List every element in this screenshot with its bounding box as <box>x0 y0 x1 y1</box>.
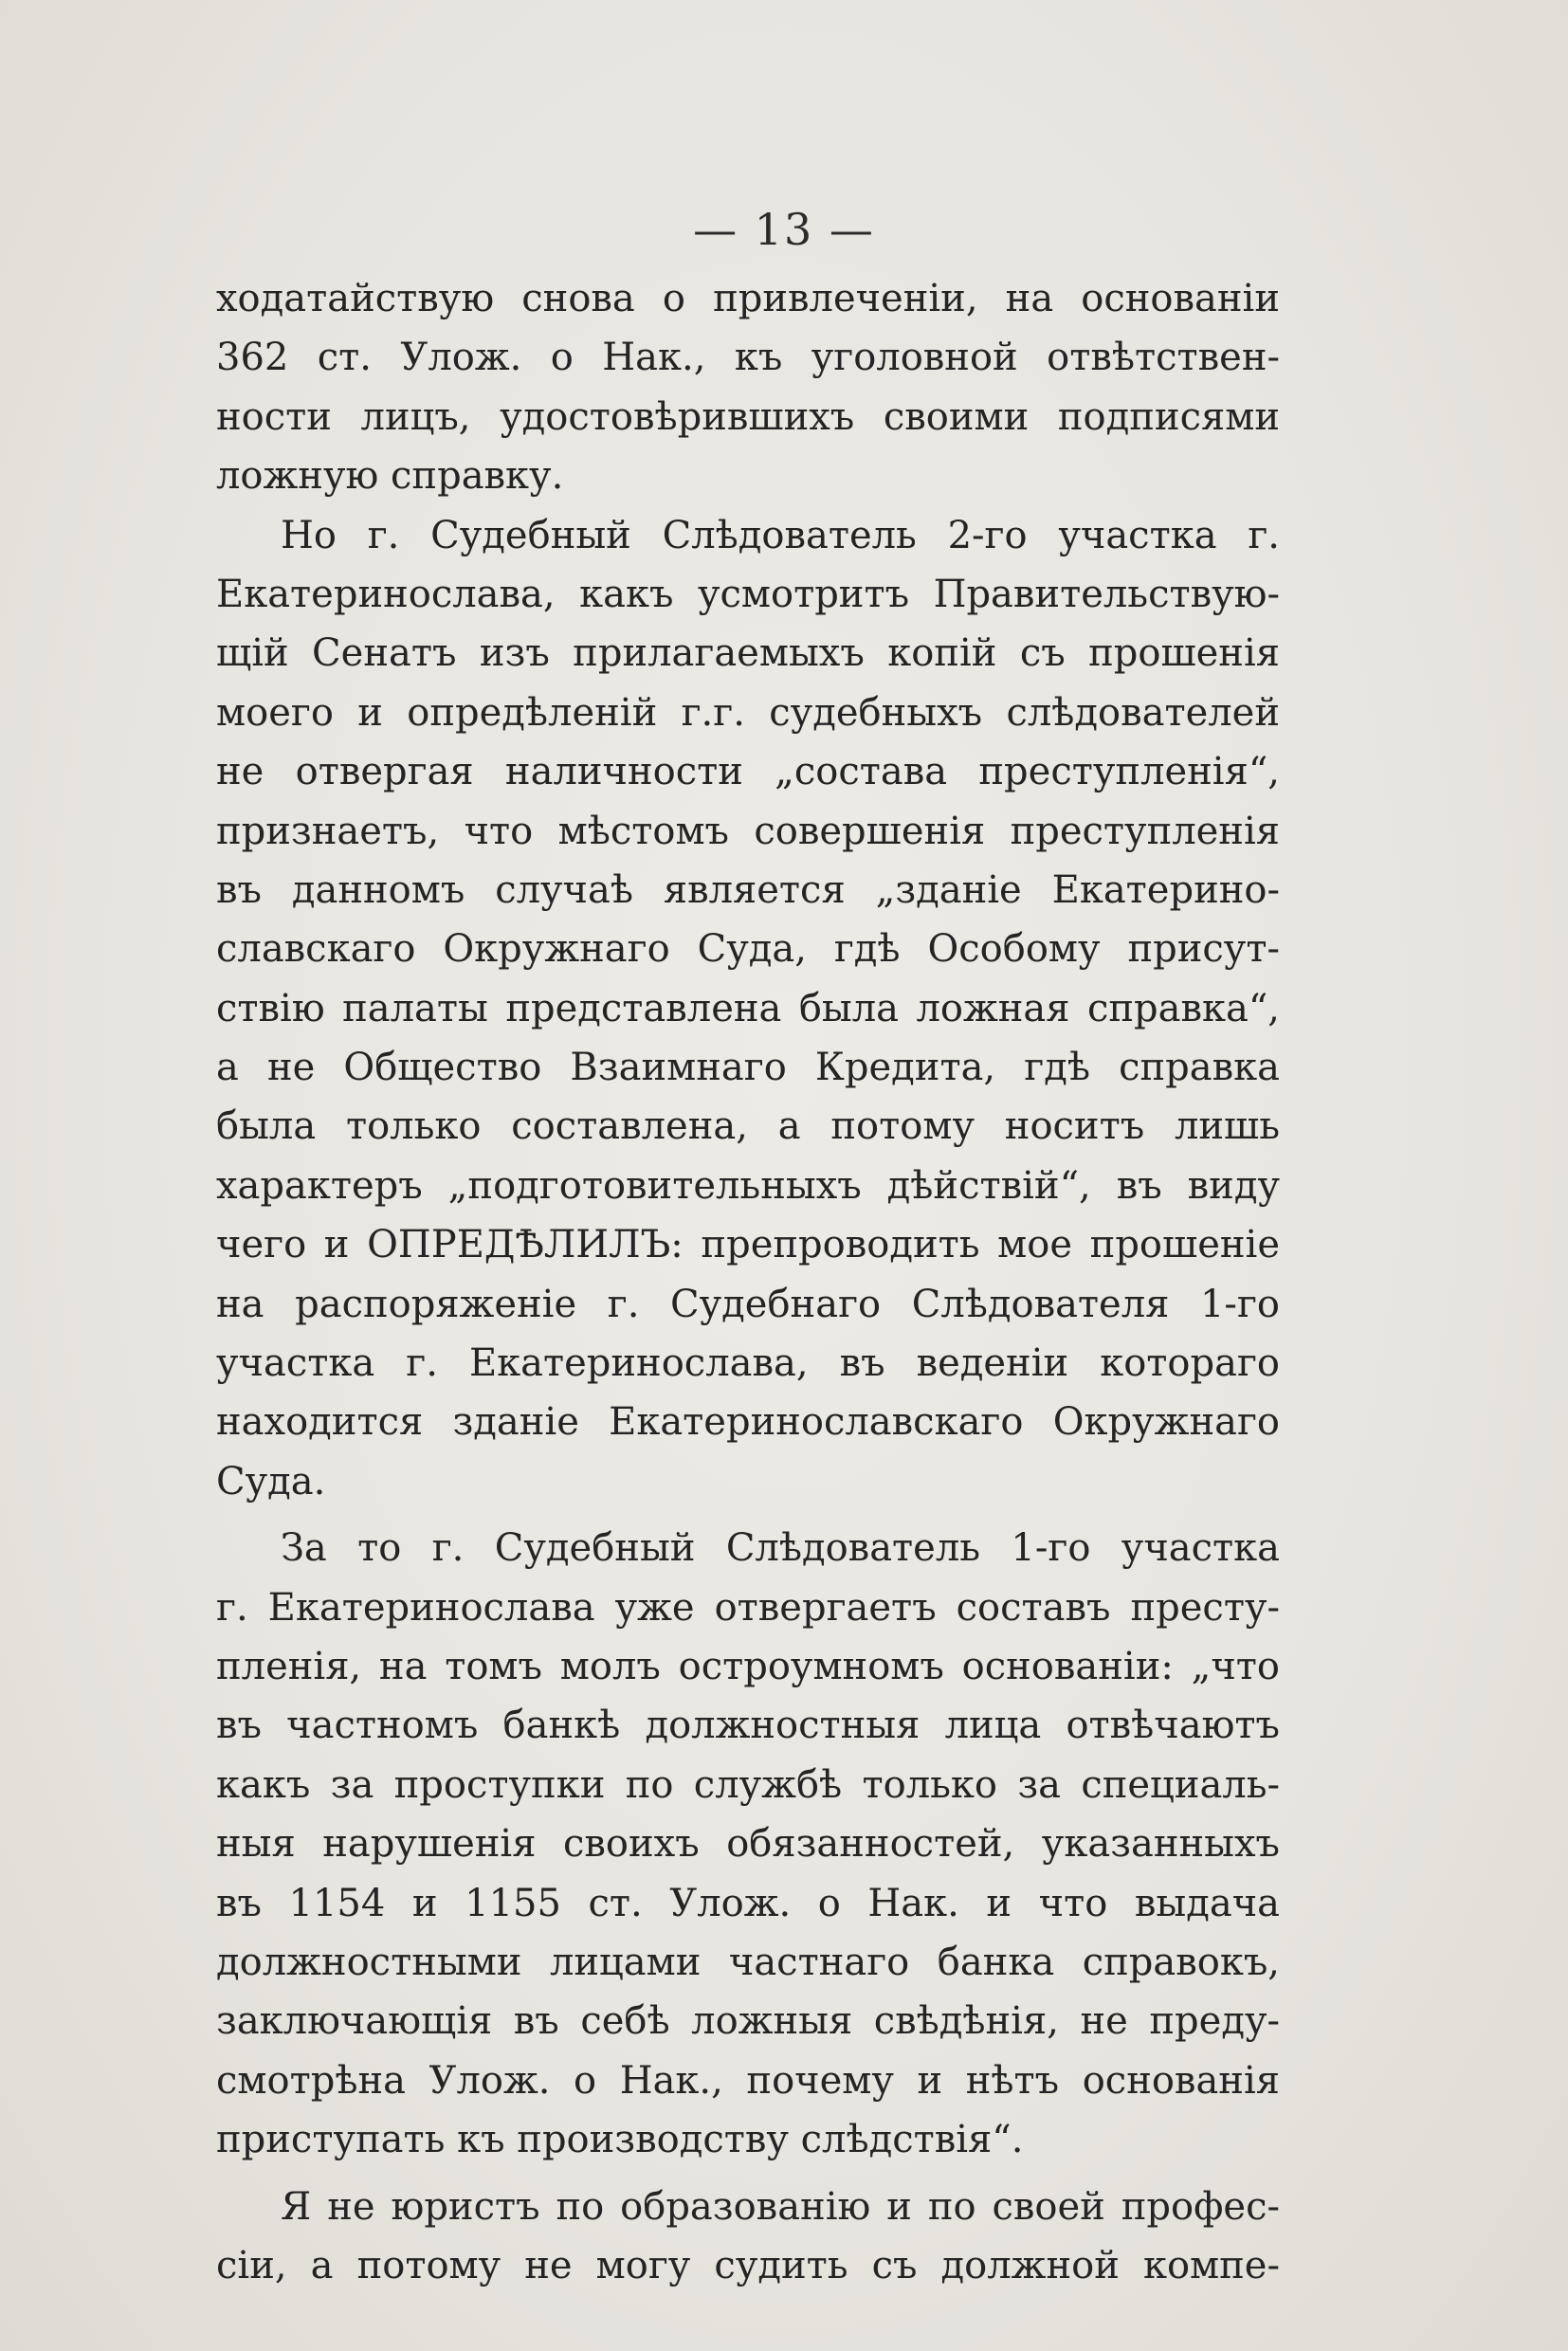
body-text <box>216 269 1280 2295</box>
text-line: За то г. Судебный Слѣдователь 1-го участка <box>281 1526 1280 1571</box>
text-line: находится зданіе Екатеринославскаго Окружнаго <box>216 1400 1280 1445</box>
text-line: ствію палаты представлена была ложная справка“, <box>216 986 1280 1030</box>
text-line: ныя нарушенія своихъ обязанностей, указанныхъ <box>216 1822 1280 1867</box>
text-line: Екатеринослава, какъ усмотритъ Правительствую- <box>216 572 1280 616</box>
text-line: ложную справку. <box>216 454 564 499</box>
text-line: пленія, на томъ молъ остроумномъ основаніи: „что <box>216 1644 1280 1688</box>
paragraph-4 <box>216 2178 1280 2296</box>
text-line: моего и опредѣленій г.г. судебныхъ слѣдователей <box>216 690 1280 735</box>
text-line: заключающія въ себѣ ложныя свѣдѣнія, не преду- <box>216 1999 1280 2044</box>
paragraph-1 <box>216 269 1280 506</box>
text-line: участка г. Екатеринослава, въ веденіи котораго <box>216 1341 1280 1386</box>
paragraph-2 <box>216 506 1280 1512</box>
text-line: какъ за проступки по службѣ только за специаль- <box>216 1762 1280 1807</box>
text-line: сіи, а потому не могу судить съ должной компе- <box>216 2243 1280 2287</box>
text-line: Я не юристъ по образованію и по своей профес- <box>281 2184 1280 2229</box>
text-line: въ 1154 и 1155 ст. Улож. о Нак. и что выдача <box>216 1881 1280 1925</box>
text-line: Суда. <box>216 1459 326 1504</box>
text-line: а не Общество Взаимнаго Кредита, гдѣ справка <box>216 1046 1280 1090</box>
text-line: щій Сенатъ изъ прилагаемыхъ копій съ прошенія <box>216 631 1280 676</box>
text-line: въ частномъ банкѣ должностныя лица отвѣчаютъ <box>216 1704 1280 1748</box>
text-line: ности лицъ, удостовѣрившихъ своими подписями <box>216 394 1280 439</box>
page-number: — 13 — <box>693 204 875 255</box>
text-line: была только составлена, а потому носитъ лишь <box>216 1104 1280 1149</box>
text-line: въ данномъ случаѣ является „зданіе Екатерино- <box>216 867 1280 912</box>
text-line: Но г. Судебный Слѣдователь 2-го участка г. <box>281 513 1280 557</box>
text-line: должностными лицами частнаго банка справокъ, <box>216 1940 1280 1984</box>
text-line: ходатайствую снова о привлеченіи, на основаніи <box>216 277 1280 320</box>
paragraph-3 <box>216 1519 1280 2169</box>
text-line: не отвергая наличности „состава преступленія“, <box>216 750 1280 794</box>
text-line: славскаго Окружнаго Суда, гдѣ Особому присут- <box>216 927 1280 972</box>
text-line: 362 ст. Улож. о Нак., къ уголовной отвѣтствен- <box>216 336 1280 380</box>
text-line: смотрѣна Улож. о Нак., почему и нѣтъ основанія <box>216 2058 1280 2103</box>
text-line: г. Екатеринослава уже отвергаетъ составъ престу- <box>216 1585 1280 1630</box>
text-line: на распоряженіе г. Судебнаго Слѣдователя 1-го <box>216 1282 1280 1326</box>
text-line: чего и ОПРЕДѢЛИЛЪ: препроводить мое прошеніе <box>216 1223 1280 1267</box>
text-line: приступать къ производству слѣдствія“. <box>216 2118 1024 2162</box>
text-line: характеръ „подготовительныхъ дѣйствій“, въ виду <box>216 1163 1280 1208</box>
text-line: признаетъ, что мѣстомъ совершенія преступленія <box>216 809 1280 853</box>
